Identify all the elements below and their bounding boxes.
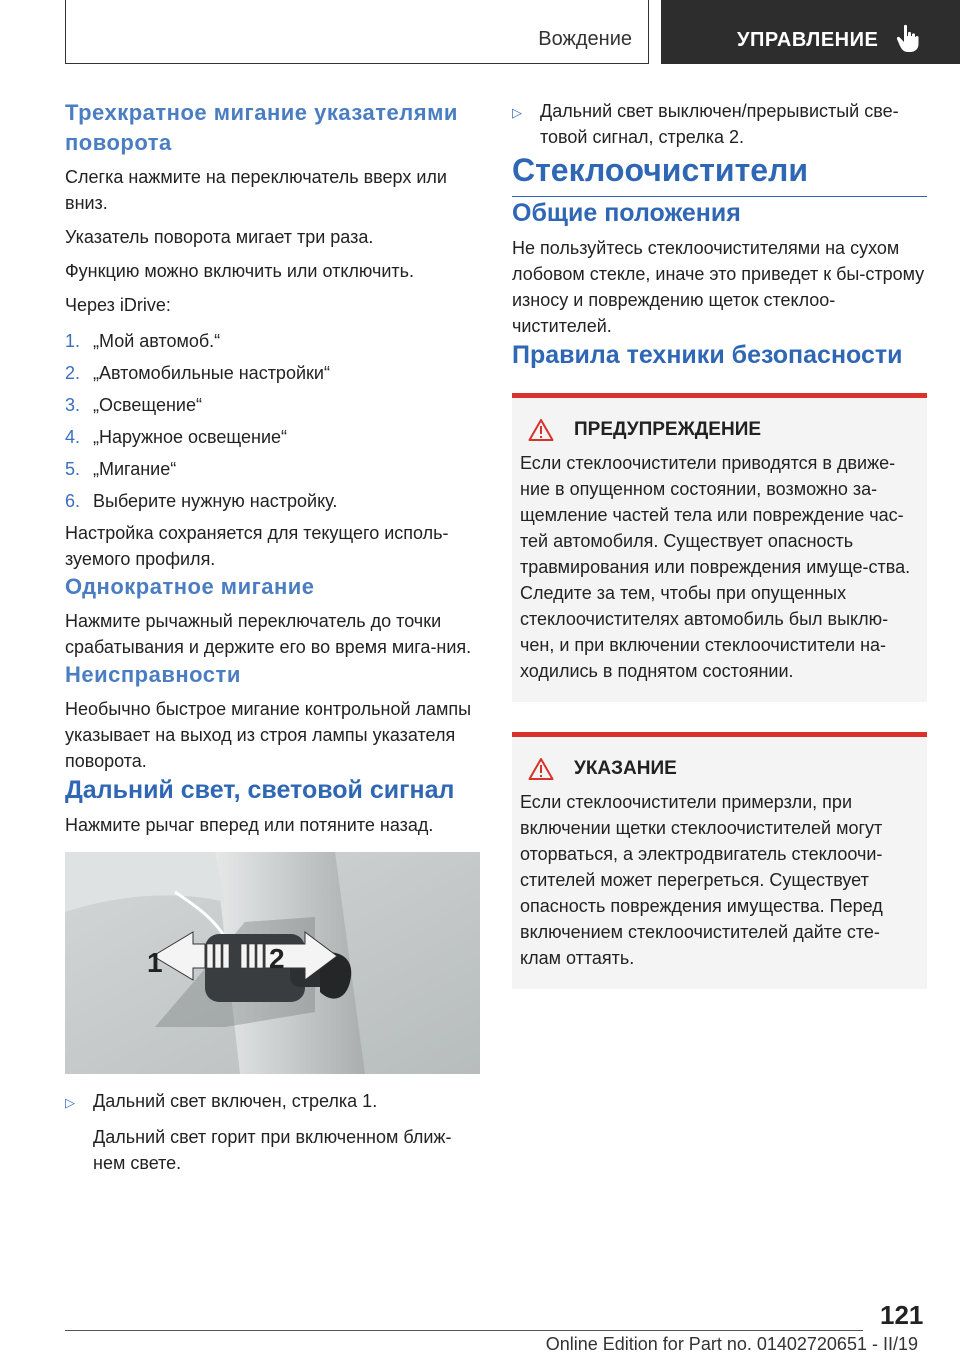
list-item bbox=[65, 392, 480, 418]
warning-box bbox=[512, 393, 927, 702]
step-text: Выберите нужную настройку. bbox=[93, 491, 338, 511]
heading-wipers: Стеклоочистители bbox=[512, 150, 927, 197]
notice-text: Если стеклоочистители примерзли, при включении щетки стеклоочистителей могут оторваться, а электродвигатель стеклоочи-стителей может перегреться. Существует опасность повреждения имущества. Перед включением стеклоочистителей дайте сте-клам оттаять. bbox=[520, 792, 883, 968]
paragraph: Через iDrive: bbox=[65, 295, 171, 315]
figure-label-2: 2 bbox=[269, 943, 285, 974]
header-section-tab bbox=[65, 0, 649, 64]
warning-triangle-icon bbox=[528, 757, 554, 781]
bullet-text: Дальний свет включен, стрелка 1. bbox=[93, 1091, 378, 1111]
stalk-drawing bbox=[65, 852, 480, 1074]
heading-high-beam: Дальний свет, световой сигнал bbox=[65, 776, 455, 804]
bullet-item bbox=[512, 98, 927, 150]
paragraph: Слегка нажмите на переключатель вверх или вниз. bbox=[65, 167, 447, 213]
figure-label-1: 1 bbox=[147, 947, 163, 978]
heading-safety: Правила техники безопасности bbox=[512, 341, 903, 369]
left-column bbox=[65, 98, 480, 1176]
paragraph: Настройка сохраняется для текущего исполь-зуемого профиля. bbox=[65, 523, 449, 569]
warning-triangle-icon bbox=[528, 418, 554, 442]
step-number: 6. bbox=[65, 491, 81, 511]
hand-pointer-icon bbox=[896, 24, 920, 54]
idrive-steps-list bbox=[65, 328, 480, 514]
list-item bbox=[65, 328, 480, 354]
page-number: 121 bbox=[880, 1300, 924, 1330]
step-number: 2. bbox=[65, 363, 81, 383]
header-section-title: Вождение bbox=[538, 28, 632, 50]
notice-title: УКАЗАНИЕ bbox=[574, 758, 677, 779]
step-text: „Автомобильные настройки“ bbox=[93, 363, 330, 383]
list-item bbox=[65, 456, 480, 482]
footer-divider bbox=[65, 1330, 863, 1331]
step-number: 1. bbox=[65, 331, 81, 351]
step-number: 5. bbox=[65, 459, 81, 479]
warning-header bbox=[520, 418, 919, 442]
bullet-text: Дальний свет выключен/прерывистый све-товой сигнал, стрелка 2. bbox=[540, 101, 899, 147]
step-text: „Наружное освещение“ bbox=[93, 427, 288, 447]
step-number: 3. bbox=[65, 395, 81, 415]
header-chapter-title: УПРАВЛЕНИЕ bbox=[737, 29, 879, 51]
triangle-bullet-icon: ▷ bbox=[65, 1095, 75, 1110]
paragraph: Функцию можно включить или отключить. bbox=[65, 261, 415, 281]
notice-header bbox=[520, 757, 919, 781]
warning-title: ПРЕДУПРЕЖДЕНИЕ bbox=[574, 419, 762, 440]
footer-edition: Online Edition for Part no. 01402720651 - II/19 bbox=[545, 1334, 918, 1354]
stalk-illustration bbox=[65, 852, 480, 1074]
heading-general: Общие положения bbox=[512, 199, 741, 227]
paragraph: Дальний свет горит при включенном ближ-нем свете. bbox=[93, 1127, 452, 1173]
right-column bbox=[512, 98, 927, 989]
heading-faults: Неисправности bbox=[65, 662, 241, 687]
paragraph: Не пользуйтесь стеклоочистителями на сухом лобовом стекле, иначе это приведет к бы-строму износу и повреждению щеток стеклоо-чистителей. bbox=[512, 238, 925, 336]
bullet-item bbox=[65, 1088, 480, 1116]
paragraph: Нажмите рычажный переключатель до точки срабатывания и держите его во время мига-ния. bbox=[65, 611, 472, 657]
step-text: „Мигание“ bbox=[93, 459, 177, 479]
heading-single-blink: Однократное мигание bbox=[65, 574, 315, 599]
header-chapter-tab bbox=[661, 0, 960, 64]
list-item bbox=[65, 360, 480, 386]
step-text: „Мой автомоб.“ bbox=[93, 331, 221, 351]
warning-text: Если стеклоочистители приводятся в движе-ние в опущенном состоянии, возможно за-щемление частей тела или повреждение час-тей автомобиля. Существует опасность травмирования или повреждения имуще-ства. Следите за тем, чтобы при опущенных стеклоочистителях автомобиль был выклю-чен, и при включении стеклоочистители на-ходились в поднятом состоянии. bbox=[520, 453, 911, 681]
paragraph: Нажмите рычаг вперед или потяните назад. bbox=[65, 815, 434, 835]
heading-triple-blink: Трехкратное мигание указателями поворота bbox=[65, 100, 458, 155]
list-item bbox=[65, 488, 480, 514]
notice-box bbox=[512, 732, 927, 989]
paragraph: Указатель поворота мигает три раза. bbox=[65, 227, 374, 247]
paragraph: Необычно быстрое мигание контрольной лампы указывает на выход из строя лампы указателя поворота. bbox=[65, 699, 472, 771]
triangle-bullet-icon: ▷ bbox=[512, 105, 522, 120]
list-item bbox=[65, 424, 480, 450]
step-text: „Освещение“ bbox=[93, 395, 202, 415]
step-number: 4. bbox=[65, 427, 81, 447]
